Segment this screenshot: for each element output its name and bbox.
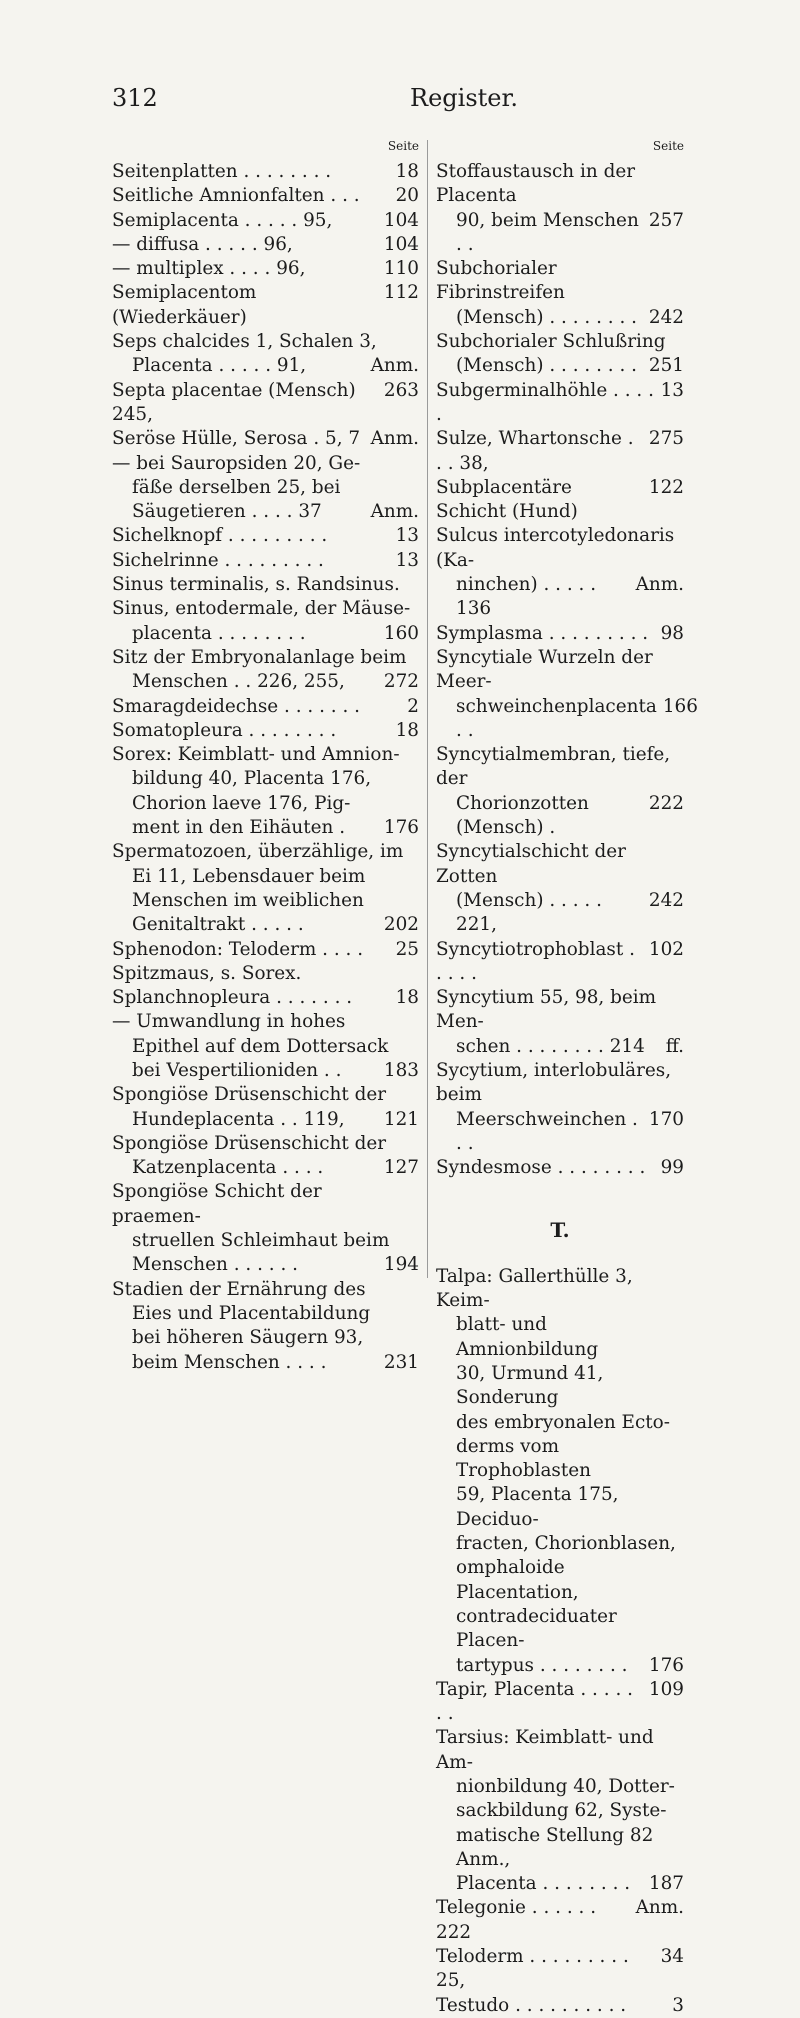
index-line xyxy=(436,1605,684,1654)
entry-text: Teloderm . . . . . . . . . 25, xyxy=(436,1946,629,1992)
index-line xyxy=(112,1132,419,1156)
entry-text: fäße derselben 25, bei xyxy=(132,476,341,498)
entry-text: schweinchenplacenta . . xyxy=(456,695,657,741)
index-line xyxy=(112,1083,419,1107)
index-line xyxy=(436,1872,684,1896)
entry-text: Syndesmose . . . . . . . . xyxy=(436,1157,646,1179)
index-line xyxy=(112,695,419,719)
index-line xyxy=(112,427,419,451)
entry-page-ref: 102 xyxy=(648,938,684,960)
left-column xyxy=(112,138,419,1375)
index-line xyxy=(436,160,684,209)
entry-page-ref: 98 xyxy=(660,622,684,644)
index-line xyxy=(436,379,684,428)
index-line xyxy=(112,986,419,1010)
index-line xyxy=(436,1411,684,1435)
index-line xyxy=(112,160,419,184)
index-line xyxy=(112,840,419,864)
index-line xyxy=(112,597,419,621)
entry-text: Semiplacenta . . . . . 95, xyxy=(112,209,333,231)
index-line xyxy=(112,1278,419,1302)
index-line xyxy=(112,257,419,281)
entry-page-ref: 176 xyxy=(648,1654,684,1676)
entry-text: Sulcus intercotyledonaris (Ka- xyxy=(436,525,675,571)
index-line xyxy=(436,257,684,306)
index-line xyxy=(436,1532,684,1556)
entry-text: Sinus terminalis, s. Randsinus. xyxy=(112,574,400,596)
entry-text: fracten, Chorionblasen, xyxy=(456,1533,676,1555)
index-line xyxy=(436,622,684,646)
index-line xyxy=(436,306,684,330)
entry-text: Chorionzotten (Mensch) . xyxy=(456,792,589,839)
entry-text: Eies und Placentabildung xyxy=(132,1302,371,1324)
index-line xyxy=(436,1156,684,1180)
entry-text: Testudo . . . . . . . . . . xyxy=(436,1994,627,2016)
entry-text: — bei Sauropsiden 20, Ge- xyxy=(112,452,361,474)
entry-page-ref: Anm. xyxy=(370,428,419,450)
index-line xyxy=(436,889,684,938)
index-line xyxy=(112,1326,419,1350)
entry-text: — multiplex . . . . 96, xyxy=(112,258,306,280)
index-line xyxy=(436,646,684,695)
entry-text: bei höheren Säugern 93, xyxy=(132,1327,364,1349)
entry-text: Genitaltrakt . . . . . xyxy=(132,914,304,936)
entry-page-ref: 13 xyxy=(395,525,419,547)
entry-page-ref: ff. xyxy=(665,1035,684,1057)
index-line xyxy=(112,1059,419,1083)
entry-text: placenta . . . . . . . . xyxy=(132,622,306,644)
entry-text: Subplacentäre Schicht (Hund) xyxy=(436,476,578,523)
entry-text: Smaragdeidechse . . . . . . . xyxy=(112,695,361,717)
entry-text: Syncytium 55, 98, beim Men- xyxy=(436,987,657,1033)
index-line xyxy=(436,1799,684,1823)
entry-text: Meerschweinchen . . . xyxy=(456,1108,638,1154)
entry-text: derms vom Trophoblasten xyxy=(456,1435,591,1482)
entry-text: Hundeplacenta . . 119, xyxy=(132,1108,345,1130)
entry-page-ref: 202 xyxy=(383,914,419,936)
entry-page-ref: 20 xyxy=(395,185,419,207)
index-line xyxy=(436,1824,684,1873)
index-line xyxy=(436,330,684,354)
seite-label: Seite xyxy=(387,139,419,153)
entry-text: Seitliche Amnionfalten . . . xyxy=(112,185,360,207)
index-line xyxy=(436,524,684,573)
index-line xyxy=(436,427,684,476)
index-line xyxy=(112,646,419,670)
entry-page-ref: 112 xyxy=(383,282,419,304)
entry-page-ref: 18 xyxy=(395,161,419,182)
page-header xyxy=(0,84,800,124)
index-line xyxy=(112,1253,419,1277)
entry-page-ref: 166 xyxy=(662,695,698,717)
entry-page-ref: 263 xyxy=(383,379,419,401)
entry-text: Chorion laeve 176, Pig- xyxy=(132,792,351,814)
section-letter: T. xyxy=(550,1218,570,1243)
index-line xyxy=(436,1775,684,1799)
entry-text: (Mensch) . . . . . . . . xyxy=(456,355,638,377)
entry-text: Syncytialmembran, tiefe, der xyxy=(436,744,671,790)
entry-text: struellen Schleimhaut beim xyxy=(132,1230,390,1252)
entry-text: Sichelknopf . . . . . . . . . xyxy=(112,525,328,547)
index-line xyxy=(436,1435,684,1484)
entry-text: Menschen im weiblichen xyxy=(132,889,364,911)
index-line xyxy=(436,573,684,622)
entry-text: Sinus, entodermale, der Mäuse- xyxy=(112,598,411,620)
entry-text: Splanchnopleura . . . . . . . xyxy=(112,987,353,1009)
entry-text: Semiplacentom (Wiederkäuer) xyxy=(112,282,257,328)
entry-text: (Mensch) . . . . . 221, xyxy=(456,889,602,936)
entry-text: Sycytium, interlobuläres, beim xyxy=(436,1059,672,1106)
entry-text: Symplasma . . . . . . . . . xyxy=(436,622,649,644)
index-entries xyxy=(436,160,698,1180)
entry-text: Seps chalcides 1, Schalen 3, xyxy=(112,331,377,353)
entry-page-ref: 99 xyxy=(660,1157,684,1179)
entry-text: Syncytialschicht der Zotten xyxy=(436,841,626,887)
entry-text: — diffusa . . . . . 96, xyxy=(112,233,293,255)
seite-label: Seite xyxy=(652,139,684,153)
index-line xyxy=(112,670,419,694)
page-number: 312 xyxy=(112,84,158,112)
index-line xyxy=(112,865,419,889)
entry-page-ref: 272 xyxy=(383,671,419,693)
entry-page-ref: 3 xyxy=(672,1994,684,2016)
entry-text: Seitenplatten . . . . . . . . xyxy=(112,161,332,182)
entry-text: sackbildung 62, Syste- xyxy=(456,1800,667,1822)
index-line xyxy=(436,792,684,841)
entry-text: Spongiöse Drüsenschicht der xyxy=(112,1084,387,1106)
entry-page-ref: 194 xyxy=(383,1254,419,1276)
index-line xyxy=(436,743,684,792)
index-line xyxy=(436,1945,684,1994)
index-line xyxy=(436,1994,684,2018)
entry-text: Subchorialer Fibrinstreifen xyxy=(436,258,565,304)
entry-page-ref: 34 xyxy=(660,1946,684,1968)
index-line xyxy=(112,573,419,597)
entry-page-ref: 2 xyxy=(407,695,419,717)
entry-text: tartypus . . . . . . . . xyxy=(456,1654,628,1676)
index-line xyxy=(436,1896,684,1945)
index-line xyxy=(436,1556,684,1605)
entry-text: Spongiöse Schicht der praemen- xyxy=(112,1181,322,1227)
entry-page-ref: 18 xyxy=(395,719,419,741)
running-title: Register. xyxy=(410,84,518,112)
entry-text: — Umwandlung in hohes xyxy=(112,1011,346,1033)
index-line xyxy=(436,1313,684,1362)
index-line xyxy=(112,1351,419,1375)
index-line xyxy=(112,452,419,476)
index-line xyxy=(436,695,698,744)
index-line xyxy=(112,549,419,573)
entry-text: blatt- und Amnionbildung xyxy=(456,1314,599,1360)
entry-text: ment in den Eihäuten . xyxy=(132,817,346,839)
index-line xyxy=(112,233,419,257)
entry-text: Subchorialer Schlußring xyxy=(436,331,666,353)
index-line xyxy=(436,986,684,1035)
index-line xyxy=(112,889,419,913)
index-line xyxy=(112,1035,419,1059)
entry-text: Epithel auf dem Dottersack xyxy=(132,1035,389,1057)
entry-text: Tapir, Placenta . . . . . . . xyxy=(436,1678,633,1725)
entry-page-ref: 18 xyxy=(395,987,419,1009)
entry-text: omphaloide Placentation, xyxy=(456,1557,579,1603)
entry-text: Katzenplacenta . . . . xyxy=(132,1157,324,1179)
entry-text: Sitz der Embryonalanlage beim xyxy=(112,646,407,668)
index-line xyxy=(112,1108,419,1132)
index-entries xyxy=(112,160,419,1375)
entry-text: nionbildung 40, Dotter- xyxy=(456,1776,675,1797)
index-line xyxy=(112,330,419,354)
entry-page-ref: 275 xyxy=(648,428,684,450)
entry-page-ref: 104 xyxy=(383,233,419,255)
entry-text: Säugetieren . . . . 37 xyxy=(132,501,322,523)
entry-page-ref: 25 xyxy=(395,938,419,960)
entry-page-ref: Anm. xyxy=(370,355,419,377)
entry-page-ref: 13 xyxy=(395,549,419,571)
entry-page-ref: 13 xyxy=(660,379,684,401)
index-line xyxy=(112,913,419,937)
entry-text: schen . . . . . . . . 214 xyxy=(456,1035,645,1057)
entry-text: Spermatozoen, überzählige, im xyxy=(112,841,404,863)
entry-page-ref: Anm. xyxy=(370,501,419,523)
entry-text: Seröse Hülle, Serosa . 5, 7 xyxy=(112,428,361,450)
right-column xyxy=(436,138,698,2018)
entry-text: Spongiöse Drüsenschicht der xyxy=(112,1132,387,1154)
entry-text: Sphenodon: Teloderm . . . . xyxy=(112,938,364,960)
entry-text: Syncytiale Wurzeln der Meer- xyxy=(436,646,653,693)
entry-page-ref: 170 xyxy=(648,1108,684,1130)
index-line xyxy=(436,1362,684,1411)
entry-text: Placenta . . . . . . . . xyxy=(456,1873,631,1895)
entry-text: Talpa: Gallerthülle 3, Keim- xyxy=(436,1265,633,1312)
entry-text: 59, Placenta 175, Deciduo- xyxy=(456,1484,619,1530)
entry-page-ref: 242 xyxy=(648,889,684,911)
index-line xyxy=(436,1483,684,1532)
index-line xyxy=(436,1726,684,1775)
entry-page-ref: 122 xyxy=(648,476,684,498)
index-line xyxy=(112,476,419,500)
entry-text: Spitzmaus, s. Sorex. xyxy=(112,962,302,984)
entry-text: Placenta . . . . . 91, xyxy=(132,355,307,377)
entry-text: Ei 11, Lebensdauer beim xyxy=(132,865,366,887)
index-line xyxy=(112,1010,419,1034)
index-line xyxy=(112,1156,419,1180)
index-line xyxy=(112,1229,419,1253)
index-line xyxy=(112,792,419,816)
index-line xyxy=(436,354,684,378)
entry-text: Syncytiotrophoblast . . . . . xyxy=(436,938,635,984)
entry-text: Septa placentae (Mensch) 245, xyxy=(112,379,356,425)
index-line xyxy=(112,719,419,743)
entry-text: (Mensch) . . . . . . . . xyxy=(456,306,638,328)
index-line xyxy=(436,1265,684,1314)
index-line xyxy=(112,743,419,767)
entry-text: Sichelrinne . . . . . . . . . xyxy=(112,549,324,571)
index-line xyxy=(112,354,419,378)
index-line xyxy=(436,938,684,987)
index-line xyxy=(112,938,419,962)
entry-page-ref: 160 xyxy=(383,622,419,644)
index-line xyxy=(436,1654,684,1678)
entry-page-ref: 121 xyxy=(383,1108,419,1130)
index-line xyxy=(112,1180,419,1229)
entry-text: Stoffaustausch in der Placenta xyxy=(436,161,636,207)
entry-text: 90, beim Menschen . . xyxy=(456,209,639,255)
entry-text: bei Vespertilioniden . . xyxy=(132,1059,342,1081)
entry-text: Menschen . . 226, 255, xyxy=(132,671,345,693)
index-line xyxy=(436,1059,684,1108)
index-line xyxy=(112,281,419,330)
index-line xyxy=(436,476,684,525)
entry-text: Sulze, Whartonsche . . . 38, xyxy=(436,428,634,474)
index-line xyxy=(436,1678,684,1727)
entry-page-ref: 109 xyxy=(648,1678,684,1700)
entry-page-ref: 127 xyxy=(383,1157,419,1179)
entry-text: Telegonie . . . . . . 222 xyxy=(436,1897,597,1943)
index-entries xyxy=(436,1265,684,2018)
entry-page-ref: 183 xyxy=(383,1059,419,1081)
entry-page-ref: 176 xyxy=(383,817,419,839)
entry-page-ref: 187 xyxy=(648,1873,684,1895)
index-line xyxy=(112,524,419,548)
entry-page-ref: Anm. xyxy=(635,1897,684,1919)
entry-page-ref: Anm. xyxy=(635,574,684,596)
index-line xyxy=(112,500,419,524)
index-line xyxy=(436,1035,684,1059)
entry-text: 30, Urmund 41, Sonderung xyxy=(456,1362,604,1409)
index-line xyxy=(436,209,684,258)
index-line xyxy=(436,840,684,889)
index-line xyxy=(112,209,419,233)
index-line xyxy=(112,379,419,428)
index-line xyxy=(112,184,419,208)
entry-page-ref: 257 xyxy=(648,209,684,231)
entry-page-ref: 242 xyxy=(648,306,684,328)
index-line xyxy=(112,962,419,986)
index-line xyxy=(112,767,419,791)
index-line xyxy=(436,1108,684,1157)
index-line xyxy=(112,622,419,646)
entry-page-ref: 110 xyxy=(383,258,419,280)
entry-text: ninchen) . . . . . 136 xyxy=(456,574,597,620)
entry-text: contradeciduater Placen- xyxy=(456,1605,617,1652)
entry-page-ref: 222 xyxy=(648,792,684,814)
entry-text: des embryonalen Ecto- xyxy=(456,1411,670,1433)
entry-text: beim Menschen . . . . xyxy=(132,1351,327,1373)
index-line xyxy=(112,1302,419,1326)
entry-text: Subgerminalhöhle . . . . . xyxy=(436,379,654,425)
entry-text: Tarsius: Keimblatt- und Am- xyxy=(436,1727,654,1773)
column-divider xyxy=(427,140,428,1278)
index-line xyxy=(112,816,419,840)
entry-text: bildung 40, Placenta 176, xyxy=(132,768,372,790)
entry-page-ref: 104 xyxy=(383,209,419,231)
entry-text: Stadien der Ernährung des xyxy=(112,1278,366,1300)
entry-text: Menschen . . . . . . xyxy=(132,1254,299,1276)
entry-page-ref: 251 xyxy=(648,355,684,377)
entry-text: Sorex: Keimblatt- und Amnion- xyxy=(112,744,400,766)
entry-text: matische Stellung 82 Anm., xyxy=(456,1824,654,1870)
entry-text: Somatopleura . . . . . . . . xyxy=(112,719,337,741)
entry-page-ref: 231 xyxy=(383,1351,419,1373)
